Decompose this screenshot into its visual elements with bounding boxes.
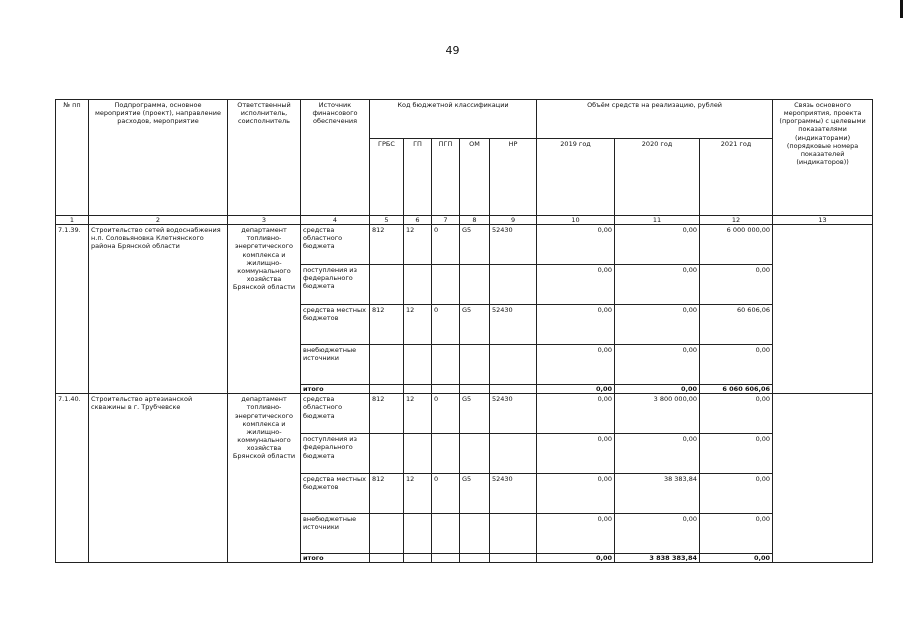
item-name: Строительство артезианской скважины в г. Трубчевске (89, 394, 228, 563)
header-pgp: ПГП (432, 139, 460, 216)
total-2021: 6 060 606,06 (700, 385, 773, 394)
total-2020: 3 838 383,84 (615, 554, 700, 563)
nr-code (490, 265, 537, 305)
item-responsible: департамент топливно-энергетического комплекса и жилищно-коммунального хозяйства Брянской области (228, 225, 301, 394)
amount-2020: 3 800 000,00 (615, 394, 700, 434)
amount-2021: 0,00 (700, 345, 773, 385)
amount-2019: 0,00 (537, 394, 615, 434)
item-number: 7.1.40. (56, 394, 89, 563)
pgp-code (432, 265, 460, 305)
amount-2020: 38 383,84 (615, 474, 700, 514)
column-number-row (56, 216, 873, 225)
header-row-1 (56, 100, 873, 139)
amount-2020: 0,00 (615, 225, 700, 265)
indicator-link (773, 225, 873, 394)
gp-code (404, 265, 432, 305)
amount-2021: 0,00 (700, 394, 773, 434)
om-code (460, 514, 490, 554)
gp-code: 12 (404, 225, 432, 265)
pgp-code (432, 345, 460, 385)
header-gp: ГП (404, 139, 432, 216)
column-number: 10 (537, 216, 615, 225)
gp-code (404, 345, 432, 385)
table-row (56, 394, 873, 434)
amount-2020: 0,00 (615, 514, 700, 554)
grbs-code: 812 (370, 305, 404, 345)
nr-code: 52430 (490, 305, 537, 345)
table-row (56, 225, 873, 265)
grbs-code (370, 514, 404, 554)
item-number: 7.1.39. (56, 225, 89, 394)
om-code: G5 (460, 305, 490, 345)
nr-code (490, 345, 537, 385)
header-grbs: ГРБС (370, 139, 404, 216)
amount-2019: 0,00 (537, 305, 615, 345)
pgp-code: 0 (432, 225, 460, 265)
amount-2019: 0,00 (537, 514, 615, 554)
funding-source: средства областного бюджета (301, 394, 370, 434)
gp-code (404, 514, 432, 554)
amount-2019: 0,00 (537, 474, 615, 514)
grbs-code (370, 434, 404, 474)
funding-source: внебюджетные источники (301, 514, 370, 554)
header-num: № пп (56, 100, 89, 216)
header-2019: 2019 год (537, 139, 615, 216)
header-2020: 2020 год (615, 139, 700, 216)
funding-source: средства местных бюджетов (301, 305, 370, 345)
item-name: Строительство сетей водоснабжения н.п. Соловьяновка Клетнянского района Брянской области (89, 225, 228, 394)
om-code (460, 345, 490, 385)
total-2019: 0,00 (537, 385, 615, 394)
gp-code (404, 434, 432, 474)
grbs-code (370, 265, 404, 305)
nr-code: 52430 (490, 225, 537, 265)
funding-source: внебюджетные источники (301, 345, 370, 385)
funding-source: поступления из федерального бюджета (301, 265, 370, 305)
total-2021: 0,00 (700, 554, 773, 563)
gp-code: 12 (404, 474, 432, 514)
indicator-link (773, 394, 873, 563)
item-responsible: департамент топливно-энергетического комплекса и жилищно-коммунального хозяйства Брянской области (228, 394, 301, 563)
header-source: Источник финансового обеспечения (301, 100, 370, 216)
amount-2019: 0,00 (537, 345, 615, 385)
header-link: Связь основного мероприятия, проекта (программы) с целевыми показателями (индикаторами) (порядковые номера показателей (индикаторов)) (773, 100, 873, 216)
header-budget-code: Код бюджетной классификации (370, 100, 537, 139)
column-number: 11 (615, 216, 700, 225)
nr-code (490, 514, 537, 554)
om-code: G5 (460, 225, 490, 265)
om-code (460, 265, 490, 305)
total-label: итого (301, 385, 370, 394)
header-nr: НР (490, 139, 537, 216)
pgp-code (432, 514, 460, 554)
header-subprogram: Подпрограмма, основное мероприятие (проект), направление расходов, мероприятие (89, 100, 228, 216)
column-number: 8 (460, 216, 490, 225)
amount-2021: 0,00 (700, 265, 773, 305)
pgp-code (432, 434, 460, 474)
budget-table (55, 99, 873, 563)
amount-2020: 0,00 (615, 265, 700, 305)
amount-2020: 0,00 (615, 305, 700, 345)
column-number: 12 (700, 216, 773, 225)
pgp-code: 0 (432, 394, 460, 434)
column-number: 13 (773, 216, 873, 225)
amount-2019: 0,00 (537, 434, 615, 474)
grbs-code: 812 (370, 225, 404, 265)
header-responsible: Ответственный исполнитель, соисполнитель (228, 100, 301, 216)
column-number: 5 (370, 216, 404, 225)
om-code: G5 (460, 394, 490, 434)
grbs-code: 812 (370, 474, 404, 514)
nr-code (490, 434, 537, 474)
pgp-code: 0 (432, 305, 460, 345)
amount-2019: 0,00 (537, 225, 615, 265)
gp-code: 12 (404, 394, 432, 434)
total-label: итого (301, 554, 370, 563)
header-om: ОМ (460, 139, 490, 216)
funding-source: средства областного бюджета (301, 225, 370, 265)
amount-2020: 0,00 (615, 434, 700, 474)
om-code: G5 (460, 474, 490, 514)
column-number: 7 (432, 216, 460, 225)
amount-2019: 0,00 (537, 265, 615, 305)
column-number: 6 (404, 216, 432, 225)
pgp-code: 0 (432, 474, 460, 514)
total-2020: 0,00 (615, 385, 700, 394)
amount-2021: 0,00 (700, 434, 773, 474)
amount-2021: 60 606,06 (700, 305, 773, 345)
column-number: 4 (301, 216, 370, 225)
page-number: 49 (445, 44, 460, 57)
grbs-code: 812 (370, 394, 404, 434)
nr-code: 52430 (490, 394, 537, 434)
header-2021: 2021 год (700, 139, 773, 216)
amount-2020: 0,00 (615, 345, 700, 385)
nr-code: 52430 (490, 474, 537, 514)
total-2019: 0,00 (537, 554, 615, 563)
om-code (460, 434, 490, 474)
column-number: 2 (89, 216, 228, 225)
scan-edge-mark (900, 0, 903, 18)
column-number: 9 (490, 216, 537, 225)
gp-code: 12 (404, 305, 432, 345)
amount-2021: 0,00 (700, 514, 773, 554)
column-number: 3 (228, 216, 301, 225)
amount-2021: 0,00 (700, 474, 773, 514)
grbs-code (370, 345, 404, 385)
header-amount: Объём средств на реализацию, рублей (537, 100, 773, 139)
funding-source: поступления из федерального бюджета (301, 434, 370, 474)
funding-source: средства местных бюджетов (301, 474, 370, 514)
column-number: 1 (56, 216, 89, 225)
amount-2021: 6 000 000,00 (700, 225, 773, 265)
